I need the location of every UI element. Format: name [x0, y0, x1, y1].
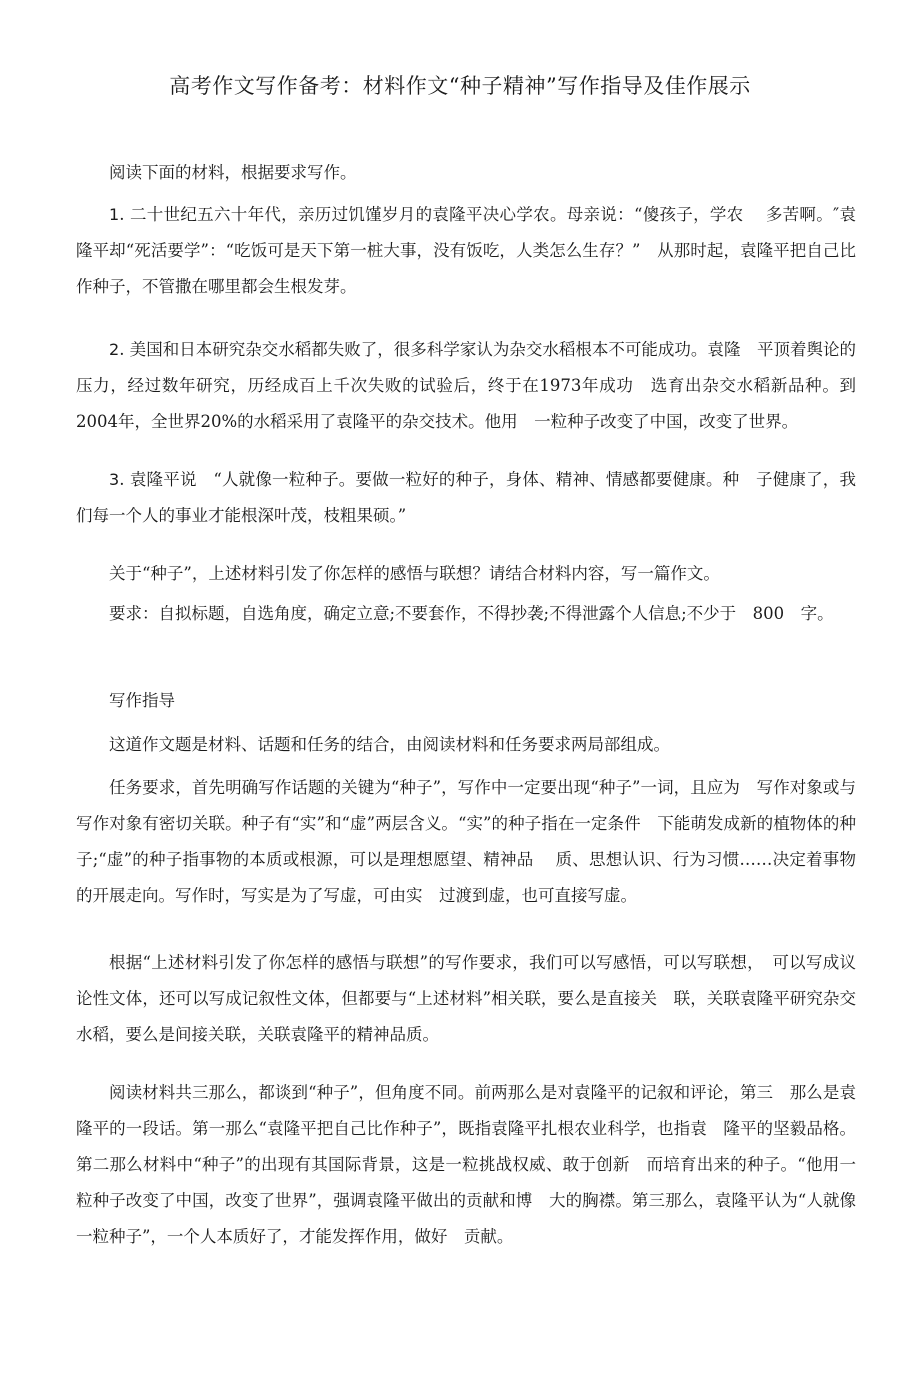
material-text: . 二十世纪五六十年代，亲历过饥馑岁月的袁隆平决心学农。母亲说：“傻孩子，学农 多苦啊。″袁隆平却“死活要学”：“吃饭可是天下第一桩大事，没有饭吃，人类怎么生存？” 从那时起，袁隆平把自己比作种子，不管撒在哪里都会生根发芽。 [76, 205, 856, 296]
guide-text: 这道作文题是材料、话题和任务的结合，由阅读材料和任务要求两局部组成。 [109, 735, 670, 754]
guide-paragraph-2 [76, 770, 856, 914]
question-text: 关于“种子”，上述材料引发了你怎样的感悟与联想？请结合材料内容，写一篇作文。 [109, 564, 720, 583]
material-text: . 袁隆平说 “人就像一粒种子。要做一粒好的种子，身体、精神、情感都要健康。种 子健康了，我们每一个人的事业才能根深叶茂，枝粗果硕。” [76, 470, 856, 525]
requirement-paragraph [76, 596, 856, 632]
guide-heading-text: 写作指导 [109, 691, 175, 710]
question-paragraph [76, 556, 856, 592]
material-2 [76, 332, 856, 440]
guide-paragraph-1 [76, 727, 856, 763]
material-3 [76, 462, 856, 534]
material-1 [76, 197, 856, 305]
guide-heading [76, 683, 856, 719]
material-text: . 美国和日本研究杂交水稻都失败了，很多科学家认为杂交水稻根本不可能成功。袁隆 平顶着舆论的压力，经过数年研究，历经成百上千次失败的试验后，终于在1973年成功 选育出杂交水稻新品种。到2004年，全世界20%的水稻采用了袁隆平的杂交技术。他用 一粒种子改变了中国，改变了世界。 [76, 340, 856, 431]
guide-paragraph-4 [76, 1075, 856, 1255]
guide-text: 任务要求，首先明确写作话题的关键为“种子”，写作中一定要出现“种子”一词，且应为 写作对象或与写作对象有密切关联。种子有“实”和“虚”两层含义。“实”的种子指在一定条件 下能萌发成新的植物体的种子;“虚”的种子指事物的本质或根源，可以是理想愿望、精神品 质、思想认识、行为习惯……决定着事物的开展走向。写作时，写实是为了写虚，可由实 过渡到虚，也可直接写虚。 [76, 778, 856, 905]
guide-paragraph-3 [76, 945, 856, 1053]
guide-text: 阅读材料共三那么，都谈到“种子”，但角度不同。前两那么是对袁隆平的记叙和评论，第三 那么是袁隆平的一段话。第一那么“袁隆平把自己比作种子”，既指袁隆平扎根农业科学，也指袁 隆平的坚毅品格。第二那么材料中“种子”的出现有其国际背景，这是一粒挑战权威、敢于创新 而培育出来的种子。“他用一粒种子改变了中国，改变了世界”，强调袁隆平做出的贡献和博 大的胸襟。第三那么，袁隆平认为“人就像一粒种子”，一个人本质好了，才能发挥作用，做好 贡献。 [76, 1083, 856, 1246]
material-number: 2 [109, 340, 120, 359]
page-title: 高考作文写作备考：材料作文“种子精神”写作指导及佳作展示 [169, 74, 751, 98]
material-number: 1 [109, 205, 120, 224]
material-number: 3 [109, 470, 120, 489]
guide-text: 根据“上述材料引发了你怎样的感悟与联想”的写作要求，我们可以写感悟，可以写联想， 可以写成议论性文体，还可以写成记叙性文体，但都要与“上述材料”相关联，要么是直接关 联，关联袁隆平研究杂交水稻，要么是间接关联，关联袁隆平的精神品质。 [76, 953, 856, 1044]
requirement-text: 要求：自拟标题，自选角度，确定立意;不要套作，不得抄袭;不得泄露个人信息;不少于 800 字。 [109, 604, 834, 623]
intro-text: 阅读下面的材料，根据要求写作。 [109, 163, 357, 182]
intro-paragraph [76, 155, 856, 191]
